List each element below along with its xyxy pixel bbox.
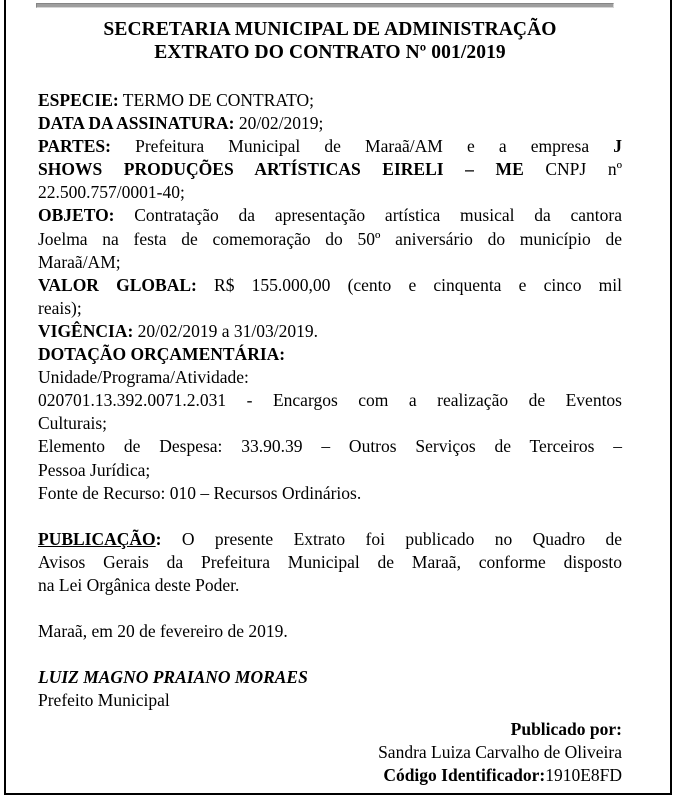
document-line [38,251,622,274]
document-line [38,574,622,597]
identifier-value: 1910E8FD [545,765,622,786]
title-line-1: SECRETARIA MUNICIPAL DE ADMINISTRAÇÃO [103,19,557,40]
text-run: Pessoa Jurídica; [38,459,151,480]
text-run: reais); [38,297,82,318]
text-run: Joelma na festa de comemoração do 50º aniversário do município de [38,228,622,249]
text-run: PUBLICAÇÃO [38,528,156,549]
document-line [38,320,622,343]
text-run: 20/02/2019; [234,113,324,134]
document-line [38,135,622,158]
text-run: PARTES: [38,136,111,157]
text-run: Prefeito Municipal [38,690,170,711]
text-run: 020701.13.392.0071.2.031 - Encargos com a realização de Eventos [38,390,622,411]
text-run: CNPJ nº [523,159,623,180]
document-line [38,112,622,135]
document-line [38,389,622,412]
document-title [38,18,622,64]
document-line [38,620,622,643]
document-line [38,274,622,297]
document-line [38,89,622,112]
text-run: VIGÊNCIA: [38,320,134,341]
document-line [38,158,622,181]
document-line [38,482,622,505]
text-run: 22.500.757/0001-40; [38,182,185,203]
text-run: Elemento de Despesa: 33.90.39 – Outros Serviços de Terceiros – [38,436,622,457]
document-line [38,366,622,389]
document-body [38,89,622,712]
document-line [38,459,622,482]
text-run: 20/02/2019 a 31/03/2019. [133,320,319,341]
document-line [38,689,622,712]
published-by-label: Publicado por: [510,719,622,740]
document-line [38,204,622,227]
text-run: ESPECIE: [38,90,119,110]
document-line [38,181,622,204]
text-run: DATA DA ASSINATURA: [38,113,235,134]
document-line [38,435,622,458]
text-run: na Lei Orgânica deste Poder. [38,574,240,595]
document-line [38,551,622,574]
text-run: TERMO DE CONTRATO; [118,90,314,110]
blank-line [38,597,622,620]
document-line [38,528,622,551]
text-run: J [613,136,622,157]
text-run: Maraã, em 20 de fevereiro de 2019. [38,620,288,641]
published-by-name: Sandra Luiza Carvalho de Oliveira [378,742,622,763]
text-run: DOTAÇÃO ORÇAMENTÁRIA: [38,344,286,365]
identifier-line [38,764,622,787]
document-line [38,412,622,435]
text-run: : [155,528,162,549]
text-run: Fonte de Recurso: 010 – Recursos Ordinários. [38,482,362,503]
document-content [38,0,622,787]
text-run: VALOR GLOBAL: [38,274,197,295]
text-run: OBJETO: [38,205,115,226]
document-line [38,228,622,251]
document-line [38,343,622,366]
blank-line [38,505,622,528]
text-run: SHOWS PRODUÇÕES ARTÍSTICAS EIRELI – ME [38,159,524,180]
text-run: Maraã/AM; [38,251,121,272]
text-run: O presente Extrato foi publicado no Quadro de [161,528,622,549]
text-run: R$ 155.000,00 (cento e cinquenta e cinco mil [196,274,622,295]
text-run: Prefeitura Municipal de Maraã/AM e a empresa [110,136,614,157]
title-line-2: EXTRATO DO CONTRATO Nº 001/2019 [154,42,506,63]
identifier-label: Código Identificador: [383,765,546,786]
text-run: LUIZ MAGNO PRAIANO MORAES [38,667,308,688]
document-line [38,666,622,689]
text-run: Avisos Gerais da Prefeitura Municipal de Maraã, conforme disposto [38,551,622,572]
document-line [38,297,622,320]
text-run: Contratação da apresentação artística musical da cantora [114,205,622,226]
blank-line [38,643,622,666]
top-horizontal-rule [36,3,614,8]
text-run: Culturais; [38,413,108,434]
publication-footer [38,718,622,787]
text-run: Unidade/Programa/Atividade: [38,367,249,388]
